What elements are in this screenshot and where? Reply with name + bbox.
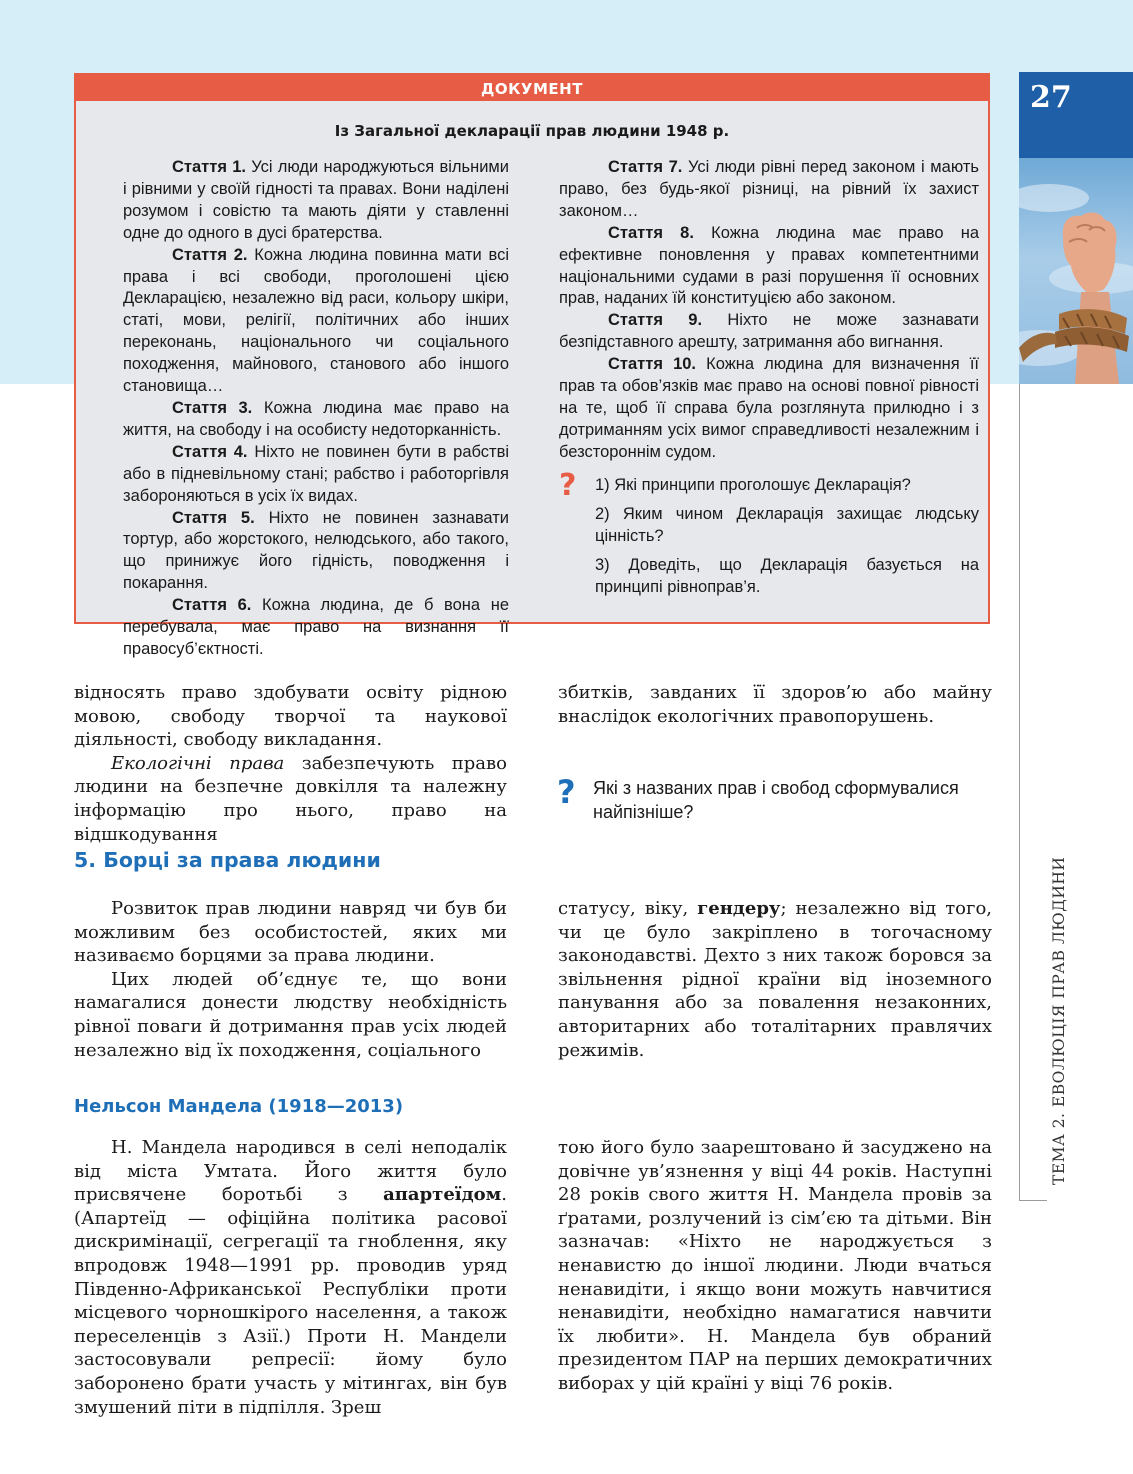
running-head-theme: ТЕМА 2. ЕВОЛЮЦІЯ ПРАВ ЛЮДИНИ (1050, 856, 1068, 1185)
bold-term: апартеїдом (383, 1184, 502, 1206)
article-paragraph: Стаття 3. Кожна людина має право на життя, на свободу і на особисту недоторканність. (123, 398, 509, 439)
body-paragraph: збитків, завданих її здоров’ю або майну внаслідок екологічних правопорушень. (558, 682, 992, 727)
article-paragraph: Стаття 2. Кожна людина повинна мати всі права і всі свободи, проголошені цією Декларацією, незалежно від раси, кольору шкіри, статі, мови, релігії, політичних або інших переконань, національного чи соціального походження, майнового, станового або іншого становища… (123, 245, 509, 396)
article-paragraph: Стаття 1. Усі люди народжуються вільними і рівними у своїй гідності та правах. Вони наділені розумом і совістю та мають діяти у ставленні одне до одного в дусі братерства. (123, 158, 509, 242)
body-left-column-3 (74, 1136, 507, 1419)
body-paragraph: Цих людей об’єднує те, що вони намагалися донести людству необхідність рівної поваги й дотримання прав усіх людей незалежно від їх походження, соціального (74, 968, 507, 1061)
body-paragraph: тою його було заарештовано й засуджено на довічне ув’язнення у віці 44 років. Наступні 28 років свого життя Н. Мандела провів за ґратами, розлучений із сім’єю та дітьми. Він зазначав: «Ніхто не народжується з ненавистю до іншої людини. Люди вчаться ненавидіти, і якщо вони можуть навчитися ненавидіти, необхідно намагатися навчити їх любити». Н. Мандела був обраний президентом ПАР на перших демократичних виборах у цій країні у віці 76 років. (558, 1137, 992, 1394)
question-mark-icon: ? (557, 773, 576, 811)
italic-term: Екологічні права (111, 752, 285, 774)
body-left-column-2 (74, 897, 507, 1062)
article-paragraph: Стаття 7. Усі люди рівні перед законом і мають право, без будь-якої різниці, на рівний їх захист законом… (559, 158, 979, 220)
question-mark-icon: ? (559, 468, 577, 503)
document-right-column (559, 157, 979, 464)
question-item: 2) Яким чином Декларація захищає людську цінність? (595, 504, 979, 545)
body-paragraph: Н. Мандела народився в селі неподалік від міста Умтата. Його життя було присвячене боротьбі з апартеїдом. (Апартеїд — офіційна політика расової дискримінації, сегрегації та гноблення, яку впродовж 1948—1991 рр. проводив уряд Південно-Африканської Республіки проти місцевого чорношкірого населення, а також переселенців з Азії.) Проти Н. Мандели застосовували репресії: йому було заборонено брати участь у мітингах, він був змушений піти в підпілля. Зреш (74, 1137, 507, 1418)
body-left-column-1 (74, 681, 507, 846)
body-right-column-2 (558, 897, 992, 1062)
document-questions (595, 475, 979, 606)
body-right-column-1 (558, 681, 992, 728)
side-vertical-line (1019, 384, 1020, 1201)
document-header: ДОКУМЕНТ (76, 75, 988, 101)
bold-term: гендеру (697, 898, 781, 919)
body-paragraph: Екологічні права забезпечують право людини на безпечне довкілля та належну інформацію про нього, право на відшкодування (74, 752, 507, 845)
subsection-title: Нельсон Мандела (1918—2013) (74, 1096, 404, 1117)
review-question: Які з названих прав і свобод сформувалися найпізніше? (593, 778, 959, 822)
article-paragraph: Стаття 10. Кожна людина для визначення її прав та обов’язків має право на основі повної рівності на те, щоб її справа була розглянута прилюдно і з дотриманням усіх вимог справедливості незалежним і безстороннім судом. (559, 355, 980, 461)
body-paragraph: статусу, віку, гендеру; незалежно від того, чи це було закріплено в тогочасному законодавстві. Дехто з них також боровся за звільнення рідної країни від іноземного панування або за повалення незаконних, авторитарних або тоталітарних правлячих режимів. (558, 898, 993, 1061)
article-paragraph: Стаття 4. Ніхто не повинен бути в рабстві або в підневільному стані; рабство і работоргівля забороняються в усіх їх видах. (123, 442, 510, 505)
page-number: 27 (1030, 80, 1072, 115)
article-paragraph: Стаття 8. Кожна людина має право на ефективне поновлення у правах компетентними національними судами в разі порушення її основних прав, наданих їй конституцією або законом. (559, 223, 980, 308)
section-title: 5. Борці за права людини (74, 848, 381, 872)
body-paragraph: Розвиток прав людини навряд чи був би можливим без особистостей, яких ми називаємо борцями за права людини. (74, 898, 507, 967)
document-left-column (123, 157, 509, 661)
document-subtitle: Із Загальної декларації прав людини 1948 р. (334, 122, 730, 140)
side-horizontal-rule (1019, 1200, 1047, 1201)
fist-rope-photo (1019, 158, 1133, 384)
body-paragraph: відносять право здобувати освіту рідною мовою, свободу творчої та наукової діяльності, свободу викладання. (74, 682, 507, 751)
article-paragraph: Стаття 9. Ніхто не може зазнавати безпідставного арешту, затримання або вигнання. (559, 311, 979, 352)
document-box (74, 73, 990, 658)
article-paragraph: Стаття 6. Кожна людина, де б вона не перебувала, має право на визнання її правосуб’єктності. (123, 596, 509, 658)
article-paragraph: Стаття 5. Ніхто не повинен зазнавати тортур, або жорстокого, нелюдського, або такого, що принижує його гідність, поводження і покарання. (123, 508, 509, 593)
question-item: 3) Доведіть, що Декларація базується на принципі рівноправ’я. (595, 555, 979, 596)
fist-rope-illustration (1019, 158, 1133, 384)
question-item: 1) Які принципи проголошує Декларація? (595, 476, 911, 494)
body-right-column-3 (558, 1136, 992, 1396)
